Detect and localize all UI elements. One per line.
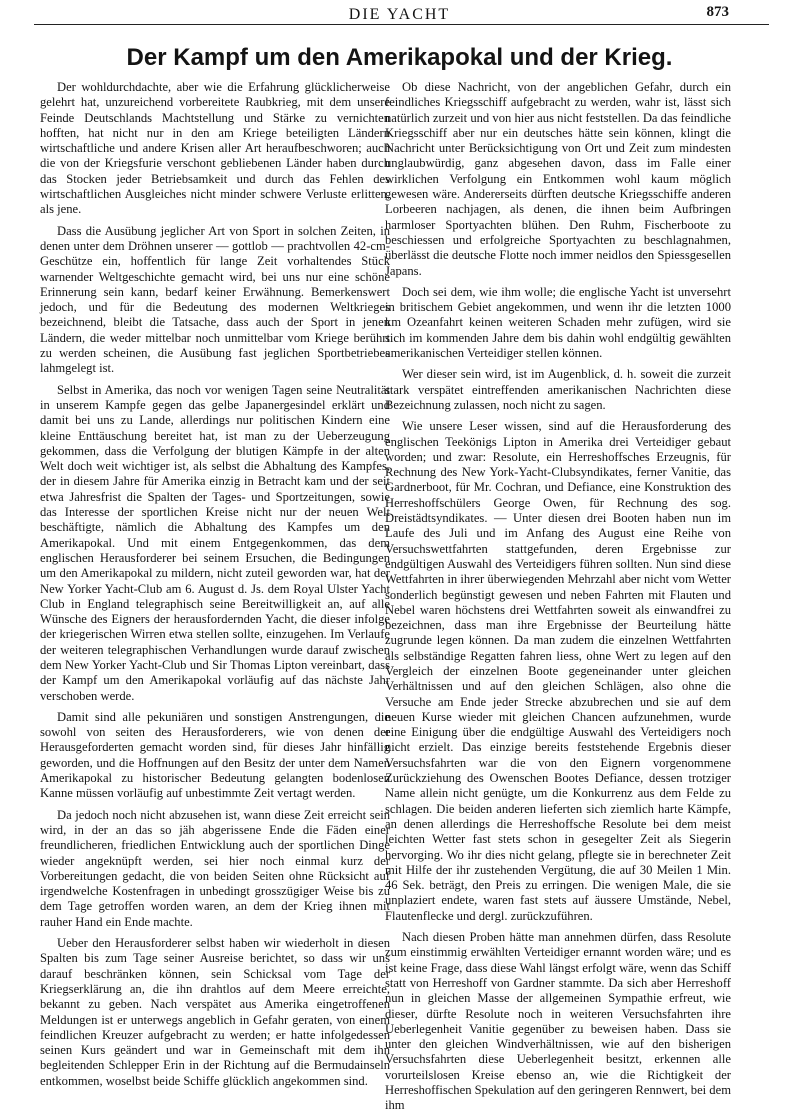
paragraph: Wie unsere Leser wissen, sind auf die Herausforderung des englischen Teekönigs Lipton in Amerika drei Verteidiger gebaut worden; und zwar: Resolute, ein Herreshoffsches Erzeugnis, für Rechnung des New York-Yacht-Clubsyndikates, ferner Vanitie, das Gardnerboot, für Mr. Cochran, und Defiance, eine Konstruktion des Herreshoffschülers George Owen, für Rechnung des sog. Dreistädtsyndikates. — Unter diesen drei Booten haben nun im Laufe des Juli und im Anfang des August eine Reihe von Versuchswettfahrten stattgefunden, deren Ergebnisse zur endgültigen Auswahl des Verteidigers führen sollten. Nun sind diese Wettfahrten in ihrer überwiegenden Mehrzahl aber nicht vom Wetter sonderlich begünstigt gewesen und neben Fahrten mit Flauten und Nebel waren höchstens drei Wettfahrten soweit als einwandfrei zu bezeichnen, dass man ihre Ergebnisse der Beurteilung hätte zugrunde legen können. Da man zudem die einzelnen Wettfahrten als selbständige Regatten fahren liess, ohne Wert zu legen auf den Vergleich der einzelnen Boote gegeneinander unter gleichen Verhältnissen und auf den gleichen Schlägen, also ohne die Versuche am Ende jeder Strecke abzubrechen und sie auf dem neuen Kurse wieder mit gleichen Chancen aufzunehmen, wurde eine Einigung über die endgültige Auswahl des Verteidigers noch nicht erzielt. Das einzige bereits feststehende Ergebnis dieser Versuchsfahrten war die von den Eignern vorgenommene Zurückziehung des Owenschen Bootes Defiance, dessen trotziger Name allein nicht genügte, um die Konkurrenz aus dem Felde zu schlagen. Die beiden anderen lieferten sich ziemlich harte Kämpfe, an denen allerdings die Herreshoffsche Resolute bei dem meist leichten Wetter fast stets schon in gesegelter Zeit als Siegerin hervorging. Wo ihr dies nicht gelang, pflegte sie in berechneter Zeit mit Hilfe der ihr zustehenden Vergütung, die auf 30 Meilen 1 Min. 46 Sek. beträgt, den Preis zu erringen. Die wenigen Male, die sie unplaziert endete, waren fast stets auf äussere Umstände, Nebel, Flautenflecke und dergl. zurückzuführen.: [385, 419, 731, 923]
page-number: 873: [706, 4, 729, 20]
paragraph: Ob diese Nachricht, von der angeblichen Gefahr, durch ein feindliches Kriegsschiff aufgebracht zu werden, wahr ist, lässt sich natürlich zurzeit und von hier aus nicht feststellen. Da das feindliche Kriegsschiff aber nur ein deutsches hätte sein können, klingt die Nachricht unter Berücksichtigung von Ort und Zeit zum mindesten unglaubwürdig, ganz abgesehen davon, dass im Falle einer wirklichen Verfolgung ein Entkommen wohl kaum möglich gewesen wäre. Andererseits dürften deutsche Kriegsschiffe anderen Lorbeeren nachjagen, als denen, die ihnen beim Aufbringen harmloser Sportyachten blühen. Den Ruhm, Fischerboote zu beschiessen und erfolgreiche Sportyachten zu beschlagnahmen, überlässt die deutsche Flotte noch immer neidlos den Spiessgesellen Japans.: [385, 80, 731, 278]
paragraph: Selbst in Amerika, das noch vor wenigen Tagen seine Neutralität in unserem Kampfe gegen das gelbe Japanergesindel erklärt und damit bei uns zu Lande, allerdings nur politischen Kindern eine kleine Enttäuschung bereitet hat, ist man zu der Ueberzeugung gekommen, dass die Verfolgung der blutigen Kämpfe in der alten Welt doch weit wichtiger ist, als selbst die Abhaltung des Kampfes, der in diesem Jahre für Amerika einzig in Betracht kam und der seit etwa Jahresfrist die Spalten der Tages- und Sportzeitungen, sowie das Interesse der sportlichen Kreise nicht nur der neuen Welt beschäftigte, nämlich die Abhaltung des Kampfes um den Amerikapokal. Und mit einem Entgegenkommen, das dem englischen Herausforderer bei seinem Ersuchen, die Bedingungen um den Amerikapokal zu mildern, nicht zuteil geworden war, hat der New Yorker Yacht-Club am 6. August d. Js. dem Royal Ulster Yacht Club in England telegraphisch seine Bereitwilligkeit an, auf alle Wünsche des Eigners der herausfordernden Yacht, die dieser infolge der kriegerischen Wirren etwa stellen sollte, einzugehen. Im Verlaufe der weiteren telegraphischen Verhandlungen wurde darauf zwischen dem New Yorker Yacht-Club und Sir Thomas Lipton vereinbart, dass der Kampf um den Amerikapokal vorläufig auf das nächste Jahr verschoben werde.: [40, 382, 390, 703]
header-rule: [34, 24, 769, 25]
paragraph: Der wohldurchdachte, aber wie die Erfahrung glücklicherweise gelehrt hat, unzureichend vorbereitete Raubkrieg, mit dem unsere Feinde Deutschlands Machtstellung und Stärke zu vernichten hofften, hat nicht nur in den am Kriege beteiligten Ländern wirtschaftliche und andere Krisen aller Art heraufbeschworen; auch die von der Kriegsfurie verschont gebliebenen Länder haben durch das Stocken jeder Betriebsamkeit und durch das Fehlen des wirtschaftlichen Ausgleiches nicht minder schwere Verluste erlitten, als jene.: [40, 80, 390, 217]
right-column: [385, 80, 731, 1113]
page-header: [0, 0, 799, 26]
left-column: [40, 80, 390, 1100]
article-title: Der Kampf um den Amerikapokal und der Krieg.: [126, 44, 673, 71]
paragraph: Nach diesen Proben hätte man annehmen dürfen, dass Resolute zum einstimmig erwählten Verteidiger ernannt worden wäre; und es ist keine Frage, dass diese Wahl längst erfolgt wäre, wenn das Schiff statt von Herreshoff von Gardner stammte. Da sich aber Herreshoff nun in gleichen Masse der allgemeinen Sympathie erfreut, wie dieser, dürfte Resolute noch in weiteren Versuchsfahrten ihre Ueberlegenheit Vanitie gegenüber zu beweisen haben. Dass sie unter den gleichen Windverhältnissen, wie auf den bisherigen Versuchsfahrten diese Ueberlegenheit besitzt, erkennen alle vorurteilslosen Kreise ebenso an, wie die Richtigkeit der Herreshoffischen Spekulation auf den geringeren Rennwert, bei dem ihm: [385, 930, 731, 1113]
paragraph: Wer dieser sein wird, ist im Augenblick, d. h. soweit die zurzeit stark verspätet eintreffenden amerikanischen Nachrichten diese Bezeichnung zulassen, noch nicht zu sagen.: [385, 367, 731, 412]
paragraph: Doch sei dem, wie ihm wolle; die englische Yacht ist unversehrt in britischem Gebiet angekommen, und wenn ihr die letzten 1000 km Ozeanfahrt keinen weiteren Schaden mehr zufügen, wird sie sich im kommenden Jahre dem bis dahin wohl endgültig gewählten amerikanischen Verteidiger stellen können.: [385, 284, 731, 361]
paragraph: Da jedoch noch nicht abzusehen ist, wann diese Zeit erreicht sein wird, in der an das so jäh abgerissene Ende die Fäden einer freundlicheren, friedlichen Entwicklung auch der sportlichen Dinge wieder angeknüpft werden, sei hier noch einmal kurz der Vorbereitungen gedacht, die von beiden Seiten ohne Rücksicht auf irgendwelche Kostenfragen in unbedingt grosszügiger Weise bis zu dem Tage getroffen worden waren, an dem der Krieg ihnen mit rauher Hand ein Ende machte.: [40, 807, 390, 929]
journal-title: DIE YACHT: [348, 6, 451, 23]
paragraph: Dass die Ausübung jeglicher Art von Sport in solchen Zeiten, in denen unter dem Dröhnen unserer — gottlob — prachtvollen 42-cm-Geschütze ein, hoffentlich für lange Zeit vorhaltendes Stück warnender Weltgeschichte gemacht wird, bei uns nur eine schöne Erinnerung sein kann, bedarf keiner Erwähnung. Bemerkenswert jedoch, und für die Bedeutung des modernen Weltkrieges bezeichnend, bleibt die Tatsache, dass auch der Sport in jenen Ländern, die weder mittelbar noch unmittelbar vom Kriege berührt zu werden scheinen, die Ausübung fast jeglichen Sportbetriebes lahmgelegt ist.: [40, 223, 390, 376]
paragraph: Ueber den Herausforderer selbst haben wir wiederholt in diesen Spalten bis zum Tage seiner Ausreise berichtet, so dass wir uns darauf beschränken können, sein Schicksal vom Tage der Kriegserklärung an, die ihn drahtlos auf dem Meere erreichte, bekannt zu geben. Nach verspätet aus Amerika eingetroffenen Meldungen ist er unterwegs angeblich in Gefahr geraten, von einem feindlichen Kreuzer aufgebracht zu werden; er hatte infolgedessen seinen Kurs geändert und war in Gemeinschaft mit dem ihn begleitenden Schlepper Erin in der Richtung auf die Bermudainseln entkommen, woselbst beide Schiffe glücklich angekommen sind.: [40, 936, 390, 1088]
paragraph: Damit sind alle pekuniären und sonstigen Anstrengungen, die sowohl von seiten des Herausforderers, wie von denen der Herausgeforderten gemacht worden sind, für dieses Jahr hinfällig geworden, und die Hoffnungen auf den Besitz der unter dem Namen Amerikapokal zu historischer Bedeutung gelangten bodenlosen Kanne müssen vorläufig auf unbestimmte Zeit vertagt werden.: [40, 709, 390, 801]
